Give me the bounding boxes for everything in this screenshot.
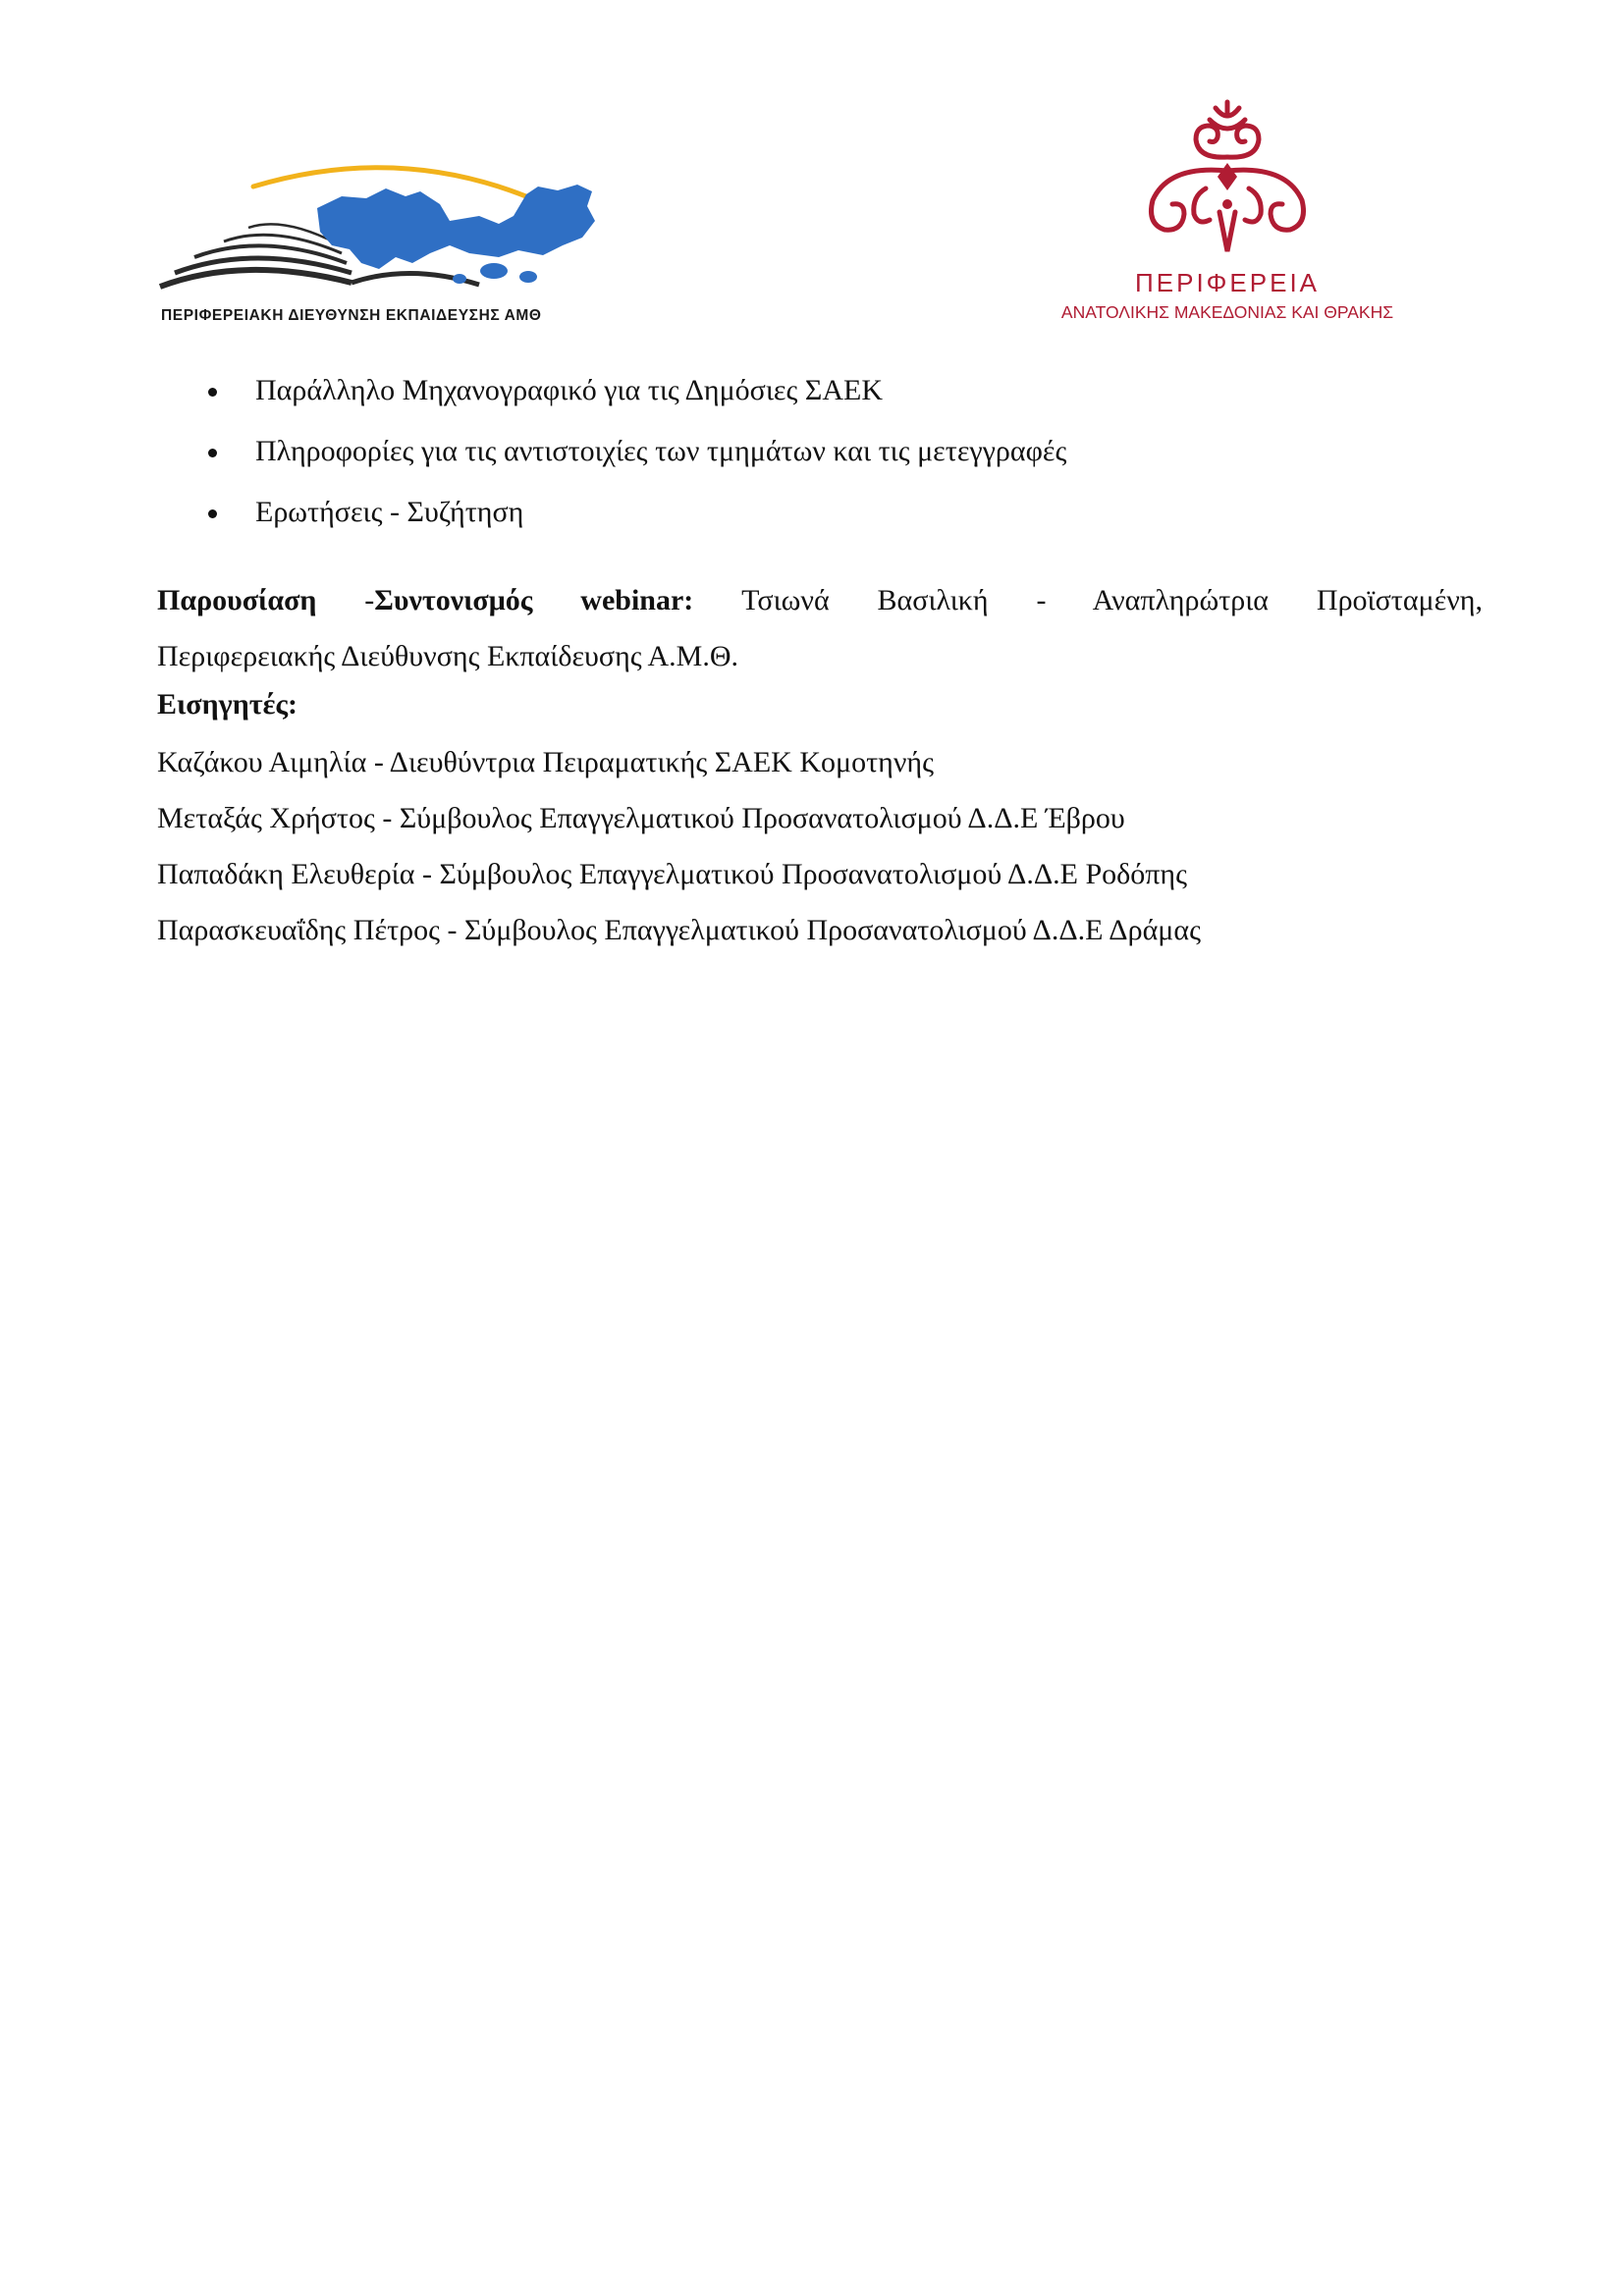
directorate-logo-caption: ΠΕΡΙΦΕΡΕΙΑΚΗ ΔΙΕΥΘΥΝΣΗ ΕΚΠΑΙΔΕΥΣΗΣ ΑΜΘ	[161, 307, 542, 324]
presentation-label: Παρουσίαση	[157, 584, 317, 616]
region-ornament-icon	[1129, 94, 1326, 261]
region-logo-title: ΠΕΡΙΦΕΡΕΙΑ	[1134, 268, 1321, 297]
presentation-paragraph	[157, 572, 1483, 684]
agenda-item-text: Πληροφορίες για τις αντιστοιχίες των τμημάτων και τις μετεγγραφές	[255, 435, 1067, 467]
agenda-item-text: Ερωτήσεις - Συζήτηση	[255, 496, 524, 528]
list-item: Καζάκου Αιμηλία - Διευθύντρια Πειραματικής ΣΑΕΚ Κομοτηνής	[157, 746, 934, 778]
coordinator-affiliation: Περιφερειακής Διεύθυνσης Εκπαίδευσης Α.Μ.Θ.	[157, 640, 739, 672]
coordination-label: Συντονισμός webinar:	[374, 584, 694, 616]
presentation-line-1	[157, 572, 1483, 628]
list-item	[157, 432, 1066, 493]
list-item: Παρασκευαΐδης Πέτρος - Σύμβουλος Επαγγελματικού Προσανατολισμού Δ.Δ.Ε Δράμας	[157, 914, 1201, 946]
list-item: Μεταξάς Χρήστος - Σύμβουλος Επαγγελματικού Προσανατολισμού Δ.Δ.Ε Έβρου	[157, 802, 1125, 834]
presentation-separator: -	[316, 584, 375, 616]
list-item: Παπαδάκη Ελευθερία - Σύμβουλος Επαγγελματικού Προσανατολισμού Δ.Δ.Ε Ροδόπης	[157, 858, 1187, 890]
bullet-icon	[208, 449, 217, 457]
list-item	[157, 371, 1066, 432]
bullet-icon	[208, 509, 217, 518]
agenda-item-text: Παράλληλο Μηχανογραφικό για τις Δημόσιες ΣΑΕΚ	[255, 374, 884, 406]
agenda-list	[157, 371, 1066, 554]
directorate-logo	[155, 147, 626, 334]
speakers-list	[157, 743, 1201, 967]
region-logo	[1041, 94, 1414, 330]
region-logo-subtitle: ΑΝΑΤΟΛΙΚΗΣ ΜΑΚΕΔΟΝΙΑΣ ΚΑΙ ΘΡΑΚΗΣ	[1060, 302, 1394, 322]
bullet-icon	[208, 388, 217, 397]
book-map-emblem-icon	[155, 147, 626, 304]
list-item	[157, 493, 1066, 554]
coordinator-text: Τσιωνά Βασιλική - Αναπληρώτρια Προϊσταμένη,	[693, 584, 1483, 616]
speakers-heading: Εισηγητές:	[157, 688, 298, 721]
